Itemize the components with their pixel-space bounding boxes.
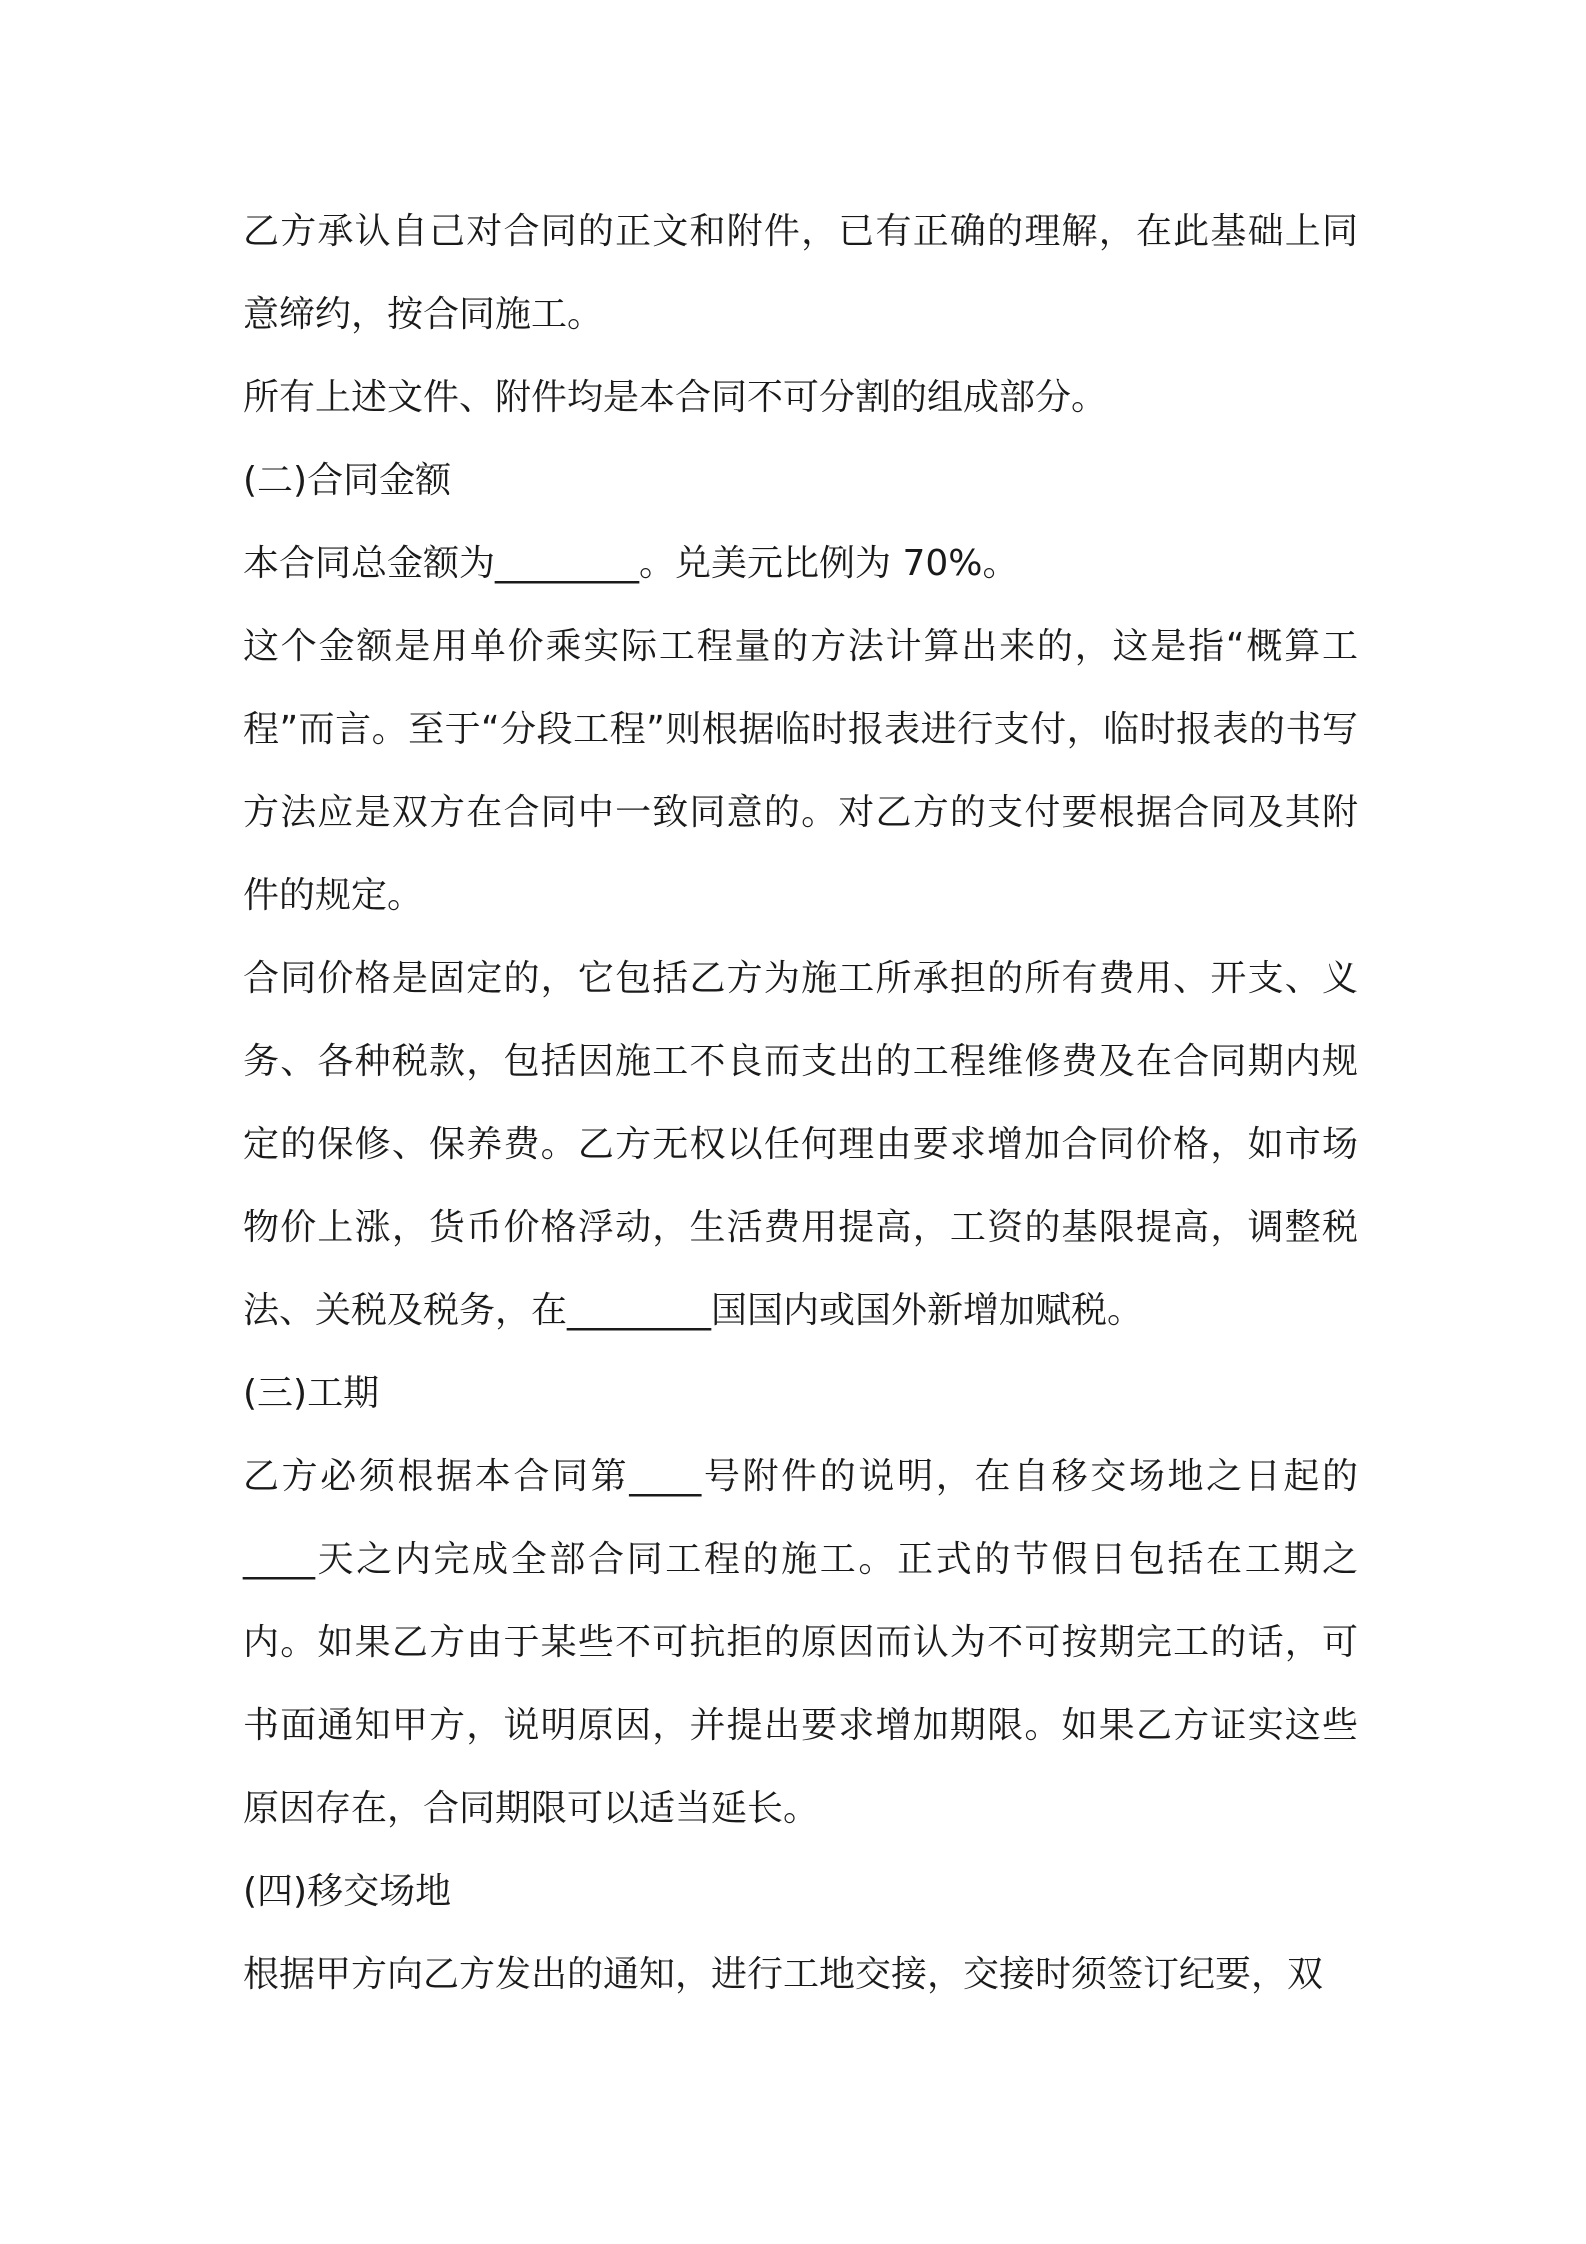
- paragraph-acknowledgement: 乙方承认自己对合同的正文和附件，已有正确的理解，在此基础上同意缔约，按合同施工。: [243, 211, 1358, 335]
- section-heading-duration: (三)工期: [243, 1373, 380, 1414]
- paragraph-fixed-price: 合同价格是固定的，它包括乙方为施工所承担的所有费用、开支、义务、各种税款，包括因施工不良而支出的工程维修费及在合同期内规定的保修、保养费。乙方无权以任何理由要求增加合同价格，如市场物价上涨，货币价格浮动，生活费用提高，工资的基限提高，调整税法、关税及税务，在________国国内或国外新增加赋税。: [243, 958, 1358, 1331]
- paragraph-total-amount: 本合同总金额为________。兑美元比例为 70%。: [243, 543, 1019, 584]
- section-heading-site-handover: (四)移交场地: [243, 1871, 452, 1912]
- paragraph-attachments: 所有上述文件、附件均是本合同不可分割的组成部分。: [243, 377, 1108, 418]
- section-heading-contract-amount: (二)合同金额: [243, 460, 452, 501]
- document-body: [243, 190, 1358, 2016]
- paragraph-amount-calculation: 这个金额是用单价乘实际工程量的方法计算出来的，这是指“概算工程”而言。至于“分段工程”则根据临时报表进行支付，临时报表的书写方法应是双方在合同中一致同意的。对乙方的支付要根据合同及其附件的规定。: [243, 626, 1358, 916]
- paragraph-site-handover: 根据甲方向乙方发出的通知，进行工地交接，交接时须签订纪要，双: [243, 1954, 1324, 1995]
- paragraph-duration: 乙方必须根据本合同第____号附件的说明，在自移交场地之日起的____天之内完成全部合同工程的施工。正式的节假日包括在工期之内。如果乙方由于某些不可抗拒的原因而认为不可按期完工的话，可书面通知甲方，说明原因，并提出要求增加期限。如果乙方证实这些原因存在，合同期限可以适当延长。: [243, 1456, 1358, 1829]
